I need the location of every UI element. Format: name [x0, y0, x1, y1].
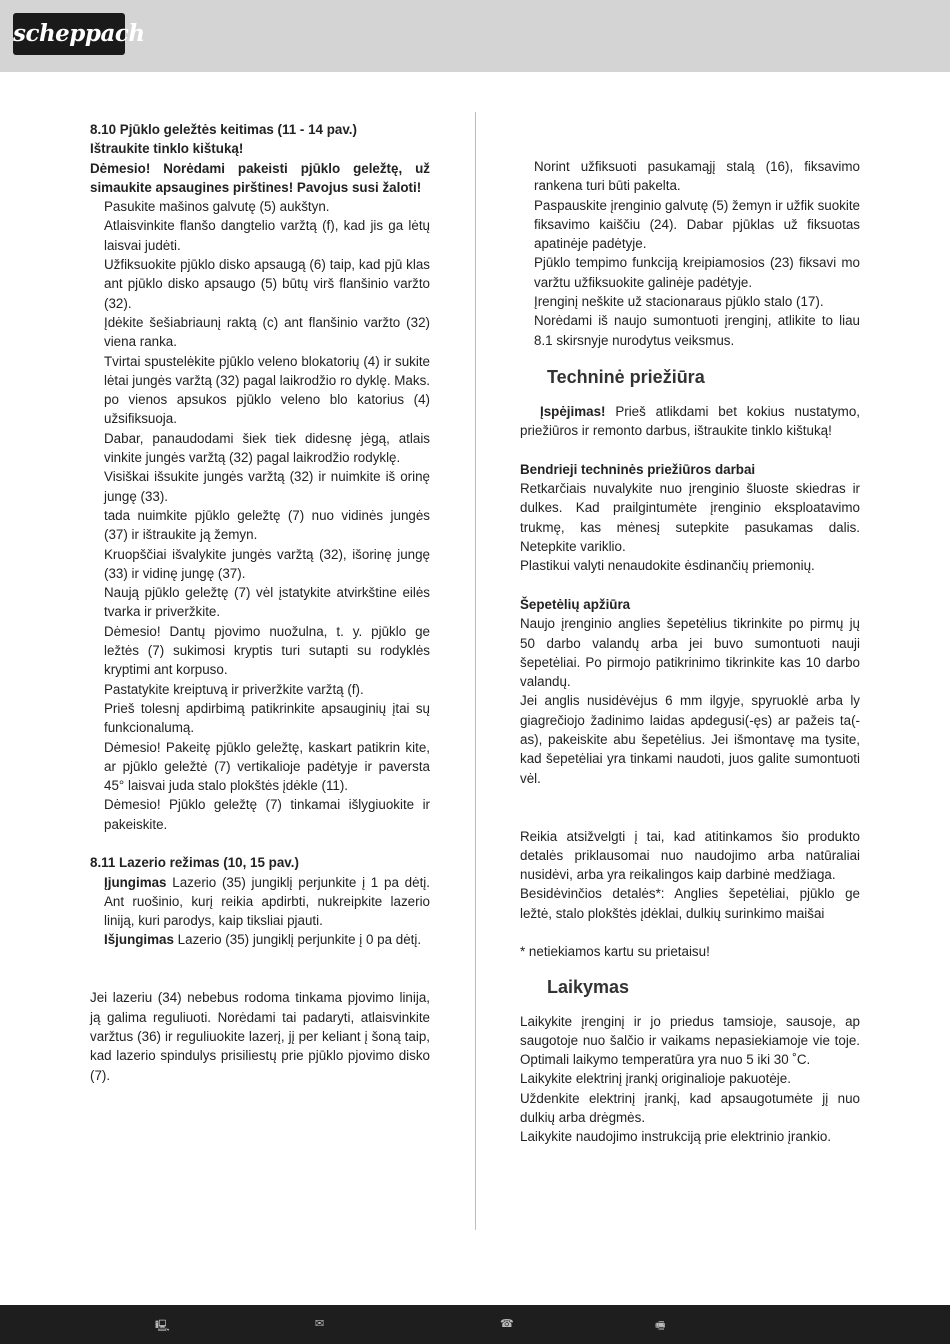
- warning-label: Įspėjimas!: [540, 403, 606, 419]
- storage-line: Laikykite naudojimo instrukciją prie elektrinio įrankio.: [520, 1129, 832, 1145]
- step: Kruopščiai išvalykite jungės varžtą (32), išorinę jungę (33) ir vidinę jungę (37).: [104, 546, 430, 581]
- step: Pjūklo tempimo funkciją kreipiamosios (23) fiksavi mo varžtu užfiksuokite galinėje padėtyje.: [534, 255, 860, 290]
- laser-on-label: Įjungimas: [104, 874, 167, 890]
- brush-inspection-text-2: Jei anglis nusidėvėjus 6 mm ilgyje, spyruoklė arba ly giagrečiojo žadinimo laidas apdegusi(-ęs) ar pažeis ta(-as), pakeiskite abu šepetėlius. Jei išmontavę ma tysite, kad šepetėliai yra tinkami naudoti, juos galite sumontuoti vėl.: [520, 693, 860, 786]
- step: Įrenginį neškite už stacionaraus pjūklo stalo (17).: [534, 294, 824, 310]
- laser-off-text: Lazerio (35) jungiklį perjunkite į 0 pa dėtį.: [173, 932, 422, 948]
- right-column: [520, 157, 860, 1147]
- laser-on-text: Lazerio (35) jungiklį perjunkite į 1 pa dėtį. Ant ruošinio, kurį reikia apdirbti, nukreipkite lazerio liniją, kuri parodys, kaip tiksliai pjauti.: [104, 874, 430, 929]
- step: Pastatykite kreiptuvą ir priveržkite varžtą (f).: [104, 681, 364, 697]
- scheppach-logo: scheppach: [13, 13, 125, 55]
- maintenance-heading: Techninė priežiūra: [547, 366, 705, 387]
- step: Prieš tolesnį apdirbimą patikrinkite apsauginių įtai sų funkcionalumą.: [104, 700, 430, 736]
- step: Norėdami iš naujo sumontuoti įrenginį, atlikite to liau 8.1 skirsnyje nurodytus veiksmus.: [534, 313, 860, 348]
- step: Pasukite mašinos galvutę (5) aukštyn.: [104, 199, 330, 215]
- blade-change-steps: [90, 197, 430, 834]
- page-footer: [0, 1305, 950, 1344]
- wear-parts-note: * netiekiamos kartu su prietaisu!: [520, 944, 710, 960]
- storage-lines: [520, 1012, 860, 1147]
- warning-text: Prieš atlikdami bet kokius nustatymo, priežiūros ir remonto darbus, ištraukite tinklo kištuką!: [520, 403, 860, 439]
- storage-heading: Laikymas: [547, 976, 630, 997]
- left-column: [90, 120, 430, 1085]
- maintenance-warning: [520, 402, 860, 441]
- column-divider: [475, 112, 476, 1230]
- storage-line: Uždenkite elektrinį įrankį, kad apsaugotumėte jį nuo dulkių arba drėgmės.: [520, 1090, 860, 1126]
- section-8-11-title: 8.11 Lazerio režimas (10, 15 pav.): [90, 855, 299, 871]
- step: Dabar, panaudodami šiek tiek didesnę jėgą, atlais vinkite jungės varžtą (32) pagal laikrodžio rodyklę.: [104, 430, 430, 466]
- wear-parts-text: Reikia atsižvelgti į tai, kad atitinkamos šio produkto detalės priklausomai nuo naudojimo arba natūraliai nusidėvi, arba yra reikalingos kaip darbinė medžiaga.: [520, 828, 860, 883]
- gloves-warning: Dėmesio! Norėdami pakeisti pjūklo geležtę, už simaukite apsaugines pirštines! Pavojus susi žaloti!: [90, 160, 430, 195]
- brush-inspection-title: Šepetėlių apžiūra: [520, 596, 631, 612]
- laser-on-paragraph: [104, 873, 430, 931]
- email-icon: ✉: [315, 1317, 325, 1330]
- unplug-notice: Ištraukite tinklo kištuką!: [90, 141, 244, 157]
- step: Įdėkite šešiabriaunį raktą (c) ant flanšinio varžto (32) viena ranka.: [104, 314, 430, 350]
- brush-inspection-text: Naujo įrenginio anglies šepetėlius tikrinkite po pirmų jų 50 darbo valandų arba jei buvo sumontuoti nauji šepetėliai. Po pirmojo patikrinimo tikrinkite kas 10 darbo valandų.: [520, 616, 860, 690]
- storage-line: Laikykite elektrinį įrankį originalioje pakuotėje.: [520, 1071, 791, 1087]
- wear-parts-list: Besidėvinčios detalės*: Anglies šepetėliai, pjūklo ge ležtė, stalo plokštės įdėklai, dulkių surinkimo maišai: [520, 886, 860, 921]
- step: Paspauskite įrenginio galvutę (5) žemyn ir užfik suokite fiksavimo kaiščiu (24). Dabar pjūklas už fiksuotas apatinėje padėtyje.: [534, 197, 860, 252]
- step: Norint užfiksuoti pasukamąjį stalą (16), fiksavimo rankena turi būti pakelta.: [534, 159, 860, 194]
- step: Visiškai išsukite jungės varžtą (32) ir nuimkite iš orinę jungę (33).: [104, 469, 430, 504]
- fax-icon: 🖷: [655, 1319, 666, 1332]
- step: Naują pjūklo geležtę (7) vėl įstatykite atvirkštine eilės tvarka ir priveržkite.: [104, 585, 430, 620]
- page-header: [0, 0, 950, 72]
- computer-icon: 🖳: [155, 1319, 170, 1332]
- general-maintenance-title: Bendrieji techninės priežiūros darbai: [520, 461, 756, 477]
- phone-icon: ☎: [500, 1317, 514, 1330]
- transport-steps: [520, 157, 860, 350]
- general-maintenance-text: Retkarčiais nuvalykite nuo įrenginio šluoste skiedras ir dulkes. Kad prailgintumėte įrenginio eksploatavimo trukmę, kas mėnesį sutepkite pasukamas dalis. Netepkite variklio.: [520, 481, 860, 555]
- laser-off-paragraph: [104, 930, 430, 949]
- section-8-10-title: 8.10 Pjūklo geležtės keitimas (11 - 14 pav.): [90, 122, 357, 137]
- laser-off-label: Išjungimas: [104, 932, 174, 948]
- step: Atlaisvinkite flanšo dangtelio varžtą (f), kad jis ga lėtų laisvai judėti.: [104, 218, 430, 253]
- step: Užfiksuokite pjūklo disko apsaugą (6) taip, kad pjū klas ant pjūklo disko apsaugo (5) būtų virš flanšinio varžto (32).: [104, 257, 430, 311]
- laser-adjust-paragraph: Jei lazeriu (34) nebebus rodoma tinkama pjovimo linija, ją galima reguliuoti. Norėdami tai padaryti, atlaisvinkite varžtus (36) ir reguliuokite lazerį, jį per keliant į šoną taip, kad lazerio spindulys prisiliestų prie pjūklo pjovimo disko (7).: [90, 990, 430, 1083]
- step: Dėmesio! Pakeitę pjūklo geležtę, kaskart patikrin kite, ar pjūklo geležtė (7) vertikalioje padėtyje ir paversta 45° laisvai juda stalo plokštės įdėkle (11).: [104, 739, 430, 794]
- step: Dėmesio! Dantų pjovimo nuožulna, t. y. pjūklo ge ležtės (7) sukimosi kryptis turi sutapti su rodyklės kryptimi ant korpuso.: [104, 623, 430, 678]
- step: Dėmesio! Pjūklo geležtę (7) tinkamai išlygiuokite ir pakeiskite.: [104, 797, 430, 832]
- step: tada nuimkite pjūklo geležtę (7) nuo vidinės jungės (37) ir ištraukite ją žemyn.: [104, 507, 430, 543]
- general-maintenance-text-2: Plastikui valyti nenaudokite ėsdinančių priemonių.: [520, 558, 815, 574]
- storage-line: Laikykite įrenginį ir jo priedus tamsioje, sausoje, ap saugotoje nuo šalčio ir vaikams nepasiekiamoje vie toje. Optimali laikymo temperatūra yra nuo 5 iki 30 ˚C.: [520, 1013, 860, 1068]
- step: Tvirtai spustelėkite pjūklo veleno blokatorių (4) ir sukite lėtai jungės varžtą (32) pagal laikrodžio ro dyklę. Maks. po vienos apsukos pjūklo veleno blo katorius (4) užsifiksuoja.: [104, 353, 430, 427]
